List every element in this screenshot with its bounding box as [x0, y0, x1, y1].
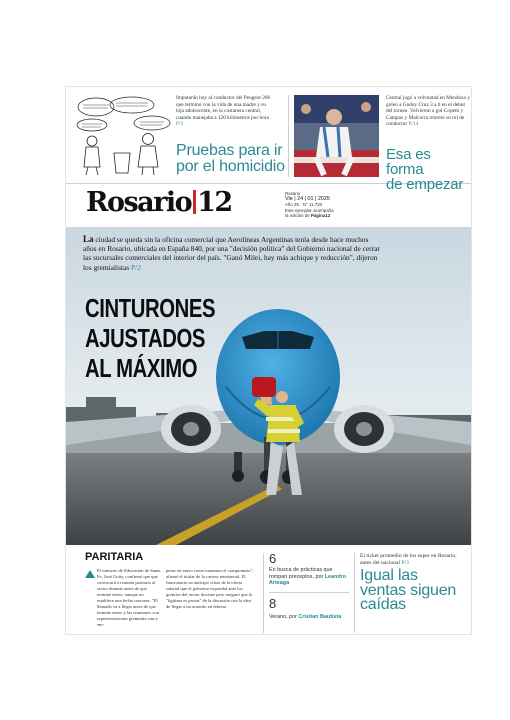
item-6-text[interactable]: En busca de prácticas que rompan preceptos, por Leandro Arteaga [269, 567, 347, 587]
teaser2-body: Central jugó a volvuntad en Mendoza y goleó a Godoy Cruz 3 a 0 en el debut del torneo. Volvieron a gol Copetti y Campaz y Malcorra retornó su rol de conductor P/14 [386, 95, 470, 128]
issue-info: Rosario Vie | 24 | 01 | 2025 Año 35 · N° 11.733 Este ejemplar acompaña la edición de Página12 [285, 191, 334, 219]
section-title-paritaria[interactable]: PARITARIA [85, 551, 144, 563]
top-teasers-band [66, 87, 471, 193]
editorial-cartoon [74, 93, 172, 177]
divider [354, 553, 355, 633]
teal-triangle-icon [85, 570, 95, 578]
teaser1-headline[interactable]: Pruebas para ir por el homicidio [176, 142, 285, 175]
newspaper-front-page [66, 87, 471, 634]
airplane-photo [66, 227, 471, 545]
teaser1-body: Imputarán hoy al conductor del Peugeot 206 que terminó con la vida de una madre y su hija adolescente, en la costanera central, cuando manejaba a 120 kilómetros por hora P/3 [176, 95, 271, 128]
right-story-body: El ticket promedio de los super en Rosario, antes del nacional P/3 [360, 553, 457, 566]
right-story-headline[interactable]: Igual las ventas siguen caídas [360, 567, 457, 613]
divider [288, 95, 289, 177]
divider [263, 553, 264, 633]
divider [269, 592, 349, 593]
main-headline[interactable]: CINTURONES AJUSTADOS AL MÁXIMO [85, 293, 216, 383]
football-photo [294, 95, 379, 177]
page-number-8: 8 [269, 596, 277, 611]
item-8-text[interactable]: Verano, por Cristian Bautista [269, 614, 342, 620]
page-number-6: 6 [269, 551, 277, 566]
paritaria-column-1: El ministro de Educación de Santa Fe, José Goity, confirmó que que convocará a reunión paritaria al sector durante antes de que termine enero, aunque no establece una fecha concreta. "El llamado va a llegar antes de que termine enero y las reuniones con representaciones gremiales van a em- [97, 568, 161, 627]
newspaper-logo[interactable]: Rosario 12 [86, 187, 232, 218]
lead-paragraph: La ciudad se queda sin la oficina comercial que Aerolíneas Argentinas tenía desde hace muchos años en Rosario, ubicada en España 840, por una "decisión política" del Gobierno nacional de cerrar las sucursales comerciales del interior del país. "Ganó Milei, hay más achique y reducción", dijeron los gremialistas P/2 [83, 234, 380, 272]
logo-red-bar [193, 190, 196, 214]
paritaria-column-2: pezar en enero como tomamos el compromiso", afirmó el titular de la cartera ministerial. El funcionario no anticipó cifras de la oferta salarial que el gobierno expondrá ante los gremios del sector docente pero aseguró que la "ilgitima es pactar" de la discusión con la idea de llegar a un acuerdo en febrero [166, 568, 254, 609]
bottom-band [66, 545, 471, 634]
masthead [66, 183, 471, 227]
teaser2-headline[interactable]: Esa es forma de empezar [386, 146, 464, 193]
hero-story[interactable] [66, 227, 471, 545]
